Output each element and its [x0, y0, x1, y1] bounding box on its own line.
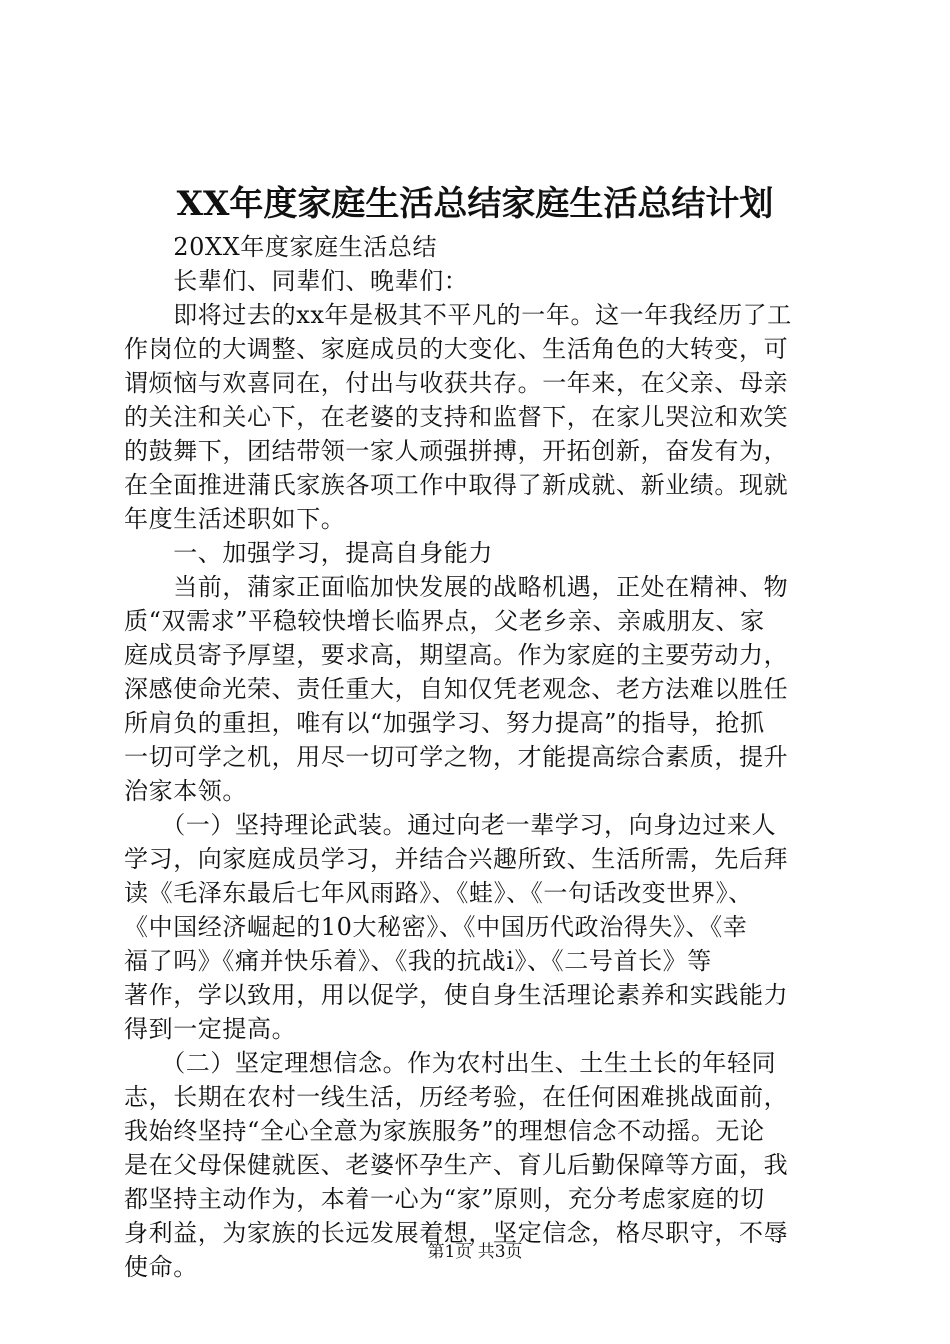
- text-line: 治家本领。: [124, 777, 247, 805]
- text-line: 即将过去的xx年是极其不平凡的一年。这一年我经历了工: [124, 301, 792, 329]
- text-line: 的鼓舞下，团结带领一家人顽强拼搏，开拓创新，奋发有为，: [124, 437, 789, 465]
- text-line: 著作，学以致用，用以促学，使自身生活理论素养和实践能力: [124, 981, 789, 1009]
- text-line: 一切可学之机，用尽一切可学之物，才能提高综合素质，提升: [124, 743, 789, 771]
- text-line: 长辈们、同辈们、晚辈们：: [124, 267, 469, 295]
- text-line: 志，长期在农村一线生活，历经考验，在任何困难挑战面前，: [124, 1083, 789, 1111]
- document-body: [124, 230, 836, 1284]
- text-line: 20XX年度家庭生活总结: [124, 233, 438, 261]
- text-line: 读《毛泽东最后七年风雨路》、《蛙》、《一句话改变世界》、: [124, 879, 753, 907]
- text-line: 我始终坚持“全心全意为家族服务”的理想信念不动摇。无论: [124, 1117, 765, 1145]
- text-line: 在全面推进蒲氏家族各项工作中取得了新成就、新业绩。现就: [124, 471, 789, 499]
- text-line: 都坚持主动作为，本着一心为“家”原则，充分考虑家庭的切: [124, 1185, 765, 1213]
- text-line: 福了吗》《痛并快乐着》、《我的抗战ⅰ》、《二号首长》等: [124, 947, 712, 975]
- text-line: 深感使命光荣、责任重大，自知仅凭老观念、老方法难以胜任: [124, 675, 789, 703]
- text-line: 年度生活述职如下。: [124, 505, 346, 533]
- text-line: 所肩负的重担，唯有以“加强学习、努力提高”的指导，抢抓: [124, 709, 765, 737]
- text-line: （二）坚定理想信念。作为农村出生、土生土长的年轻同: [124, 1049, 777, 1077]
- text-line: 当前，蒲家正面临加快发展的战略机遇，正处在精神、物: [124, 573, 789, 601]
- page-footer: 第1页 共3页: [427, 1242, 523, 1262]
- text-line: 作岗位的大调整、家庭成员的大变化、生活角色的大转变，可: [124, 335, 789, 363]
- text-line: 谓烦恼与欢喜同在，付出与收获共存。一年来，在父亲、母亲: [124, 369, 789, 397]
- text-line: （一）坚持理论武装。通过向老一辈学习，向身边过来人: [124, 811, 777, 839]
- text-line: 庭成员寄予厚望，要求高，期望高。作为家庭的主要劳动力，: [124, 641, 789, 669]
- text-line: 《中国经济崛起的10大秘密》、《中国历代政治得失》、《幸: [124, 913, 748, 941]
- text-line: 的关注和关心下，在老婆的支持和监督下，在家儿哭泣和欢笑: [124, 403, 789, 431]
- document-title: XX年度家庭生活总结家庭生活总结计划: [176, 184, 774, 224]
- text-line: 身利益，为家族的长远发展着想，坚定信念，格尽职守，不辱: [124, 1219, 789, 1247]
- text-line: 学习，向家庭成员学习，并结合兴趣所致、生活所需，先后拜: [124, 845, 789, 873]
- text-line: 质“双需求”平稳较快增长临界点，父老乡亲、亲戚朋友、家: [124, 607, 765, 635]
- text-line: 使命。: [124, 1253, 198, 1281]
- text-line: 得到一定提高。: [124, 1015, 297, 1043]
- text-line: 是在父母保健就医、老婆怀孕生产、育儿后勤保障等方面，我: [124, 1151, 789, 1179]
- text-line: 一、加强学习，提高自身能力: [124, 539, 493, 567]
